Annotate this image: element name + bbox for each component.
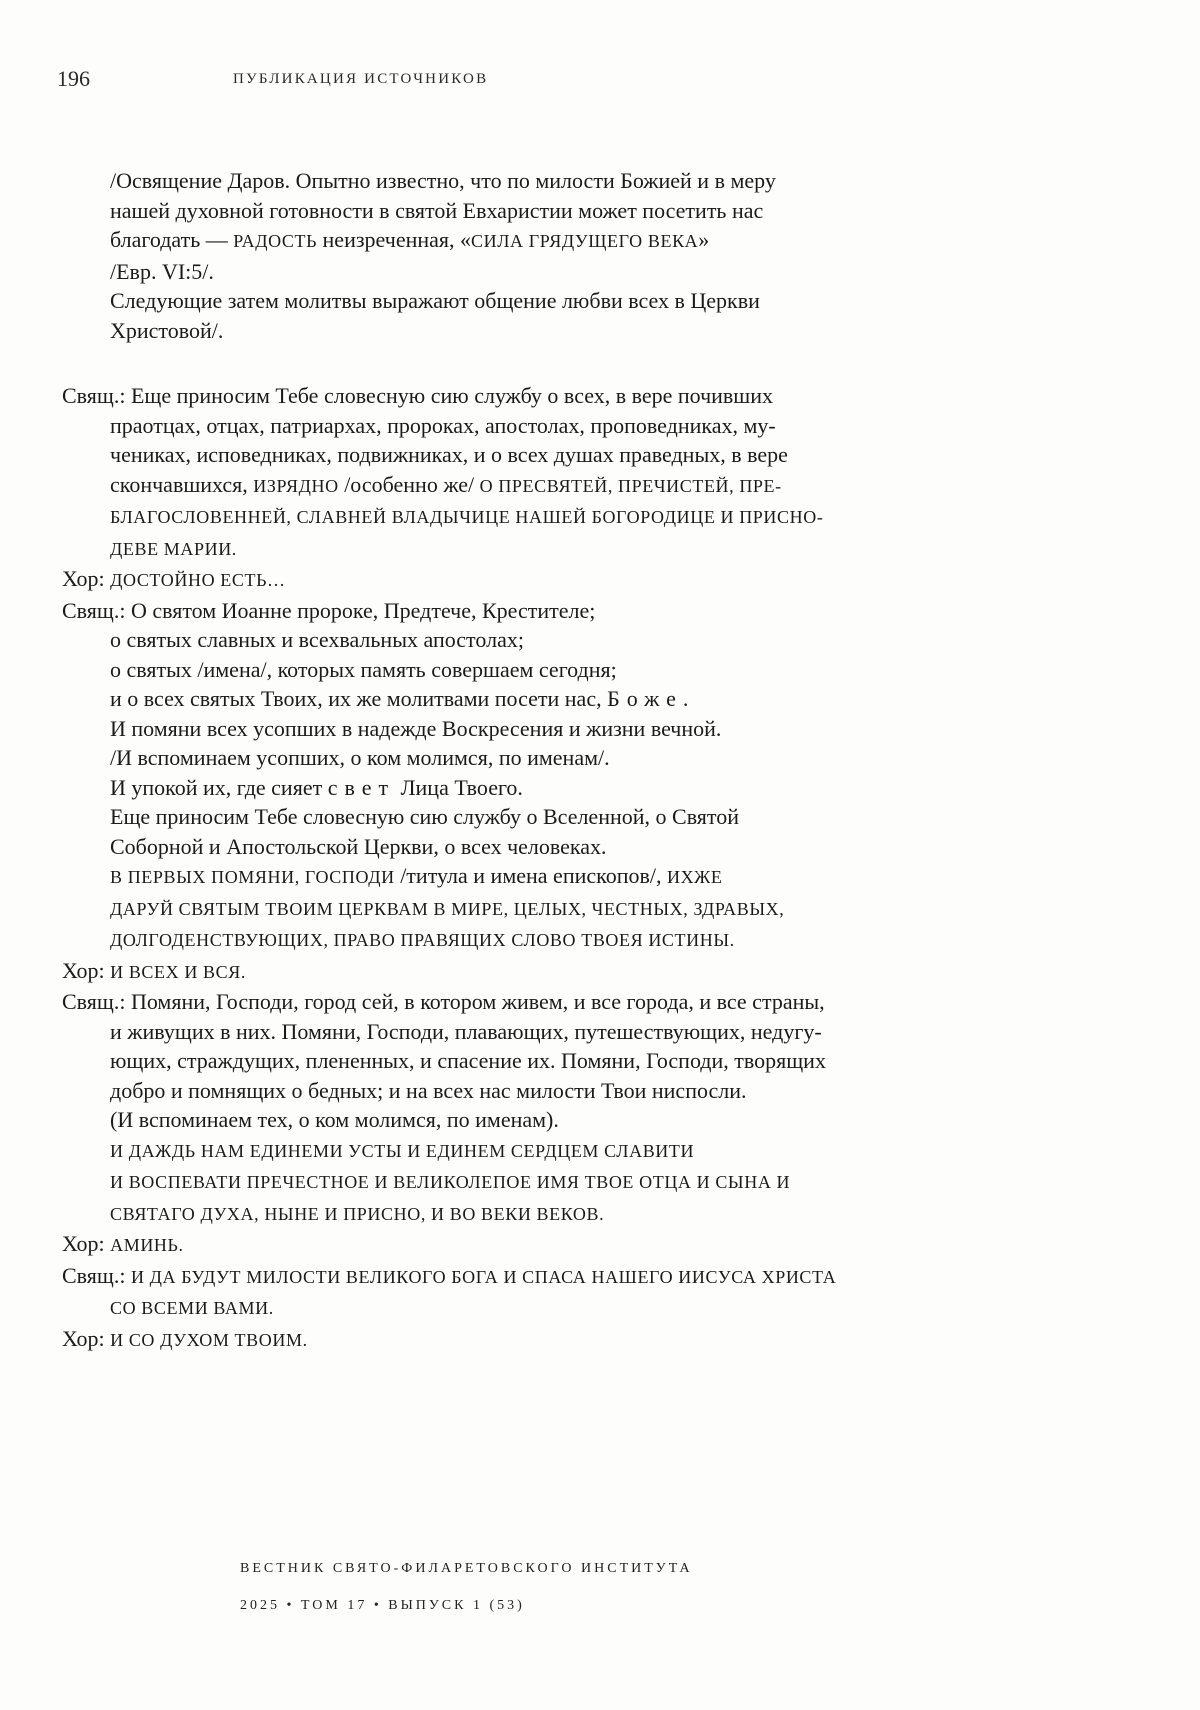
- text-line: [62, 564, 1160, 596]
- text-segment: Еще приносим Тебе словесную сию службу о Вселенной, о Святой: [110, 804, 740, 829]
- text-segment: ющих, страждущих, плененных, и спасение их. Помяни, Господи, творящих: [110, 1048, 826, 1073]
- text-segment: Хор:: [62, 566, 111, 591]
- text-line: [62, 286, 1160, 316]
- page-header: [57, 66, 1143, 96]
- small-caps-text: И ВСЕХ И ВСЯ.: [110, 961, 246, 982]
- journal-title: ВЕСТНИК СВЯТО-ФИЛАРЕТОВСКОГО ИНСТИТУТА: [240, 1561, 693, 1576]
- priest-paragraph: [62, 381, 1160, 564]
- page-footer: [240, 1550, 693, 1624]
- text-segment: добро и помнящих о бедных; и на всех нас милости Твои ниспосли.: [110, 1077, 747, 1103]
- liturgy-text-body: [62, 166, 1160, 1355]
- text-segment: Свящ.:: [62, 1262, 131, 1288]
- priest-paragraph: [62, 987, 1160, 1229]
- text-segment: (И вспоминаем тех, о ком молимся, по именам).: [110, 1107, 559, 1132]
- text-line: [62, 743, 1160, 773]
- text-line: [62, 411, 1160, 441]
- text-line: [62, 832, 1160, 862]
- text-segment: праотцах, отцах, патриархах, пророках, апостолах, проповедниках, му-: [110, 412, 776, 438]
- text-segment: /Освящение Даров. Опытно известно, что по милости Божией и в меру: [110, 168, 776, 193]
- small-caps-text: И СО ДУХОМ ТВОИМ.: [110, 1329, 308, 1350]
- text-segment: нашей духовной готовности в святой Евхаристии может посетить нас: [110, 197, 764, 223]
- text-segment: чениках, исповедниках, подвижниках, и о всех душах праведных, в вере: [110, 442, 788, 467]
- commentary-paragraph: [62, 166, 1160, 345]
- text-segment: благодать —: [110, 227, 234, 252]
- text-segment: Соборной и Апостольской Церкви, о всех человеках.: [110, 833, 607, 859]
- text-line: [62, 501, 1160, 533]
- text-line: [62, 1198, 1160, 1230]
- small-caps-text: ИХЖЕ: [666, 867, 723, 887]
- text-line: [62, 1292, 1160, 1324]
- priest-paragraph: [62, 1261, 1160, 1324]
- text-line: [62, 924, 1160, 956]
- text-line: [62, 1017, 1160, 1047]
- choir-line: [62, 1324, 1160, 1356]
- issue-info: 2025 • ТОМ 17 • ВЫПУСК 1 (53): [240, 1598, 525, 1613]
- text-line: [62, 316, 1160, 346]
- text-segment: /Евр. VI:5/.: [110, 258, 214, 284]
- text-line: [62, 987, 1160, 1017]
- text-line: [62, 1076, 1160, 1106]
- text-segment: Следующие затем молитвы выражают общение любви всех в Церкви: [110, 288, 760, 313]
- text-line: [62, 225, 1160, 257]
- text-segment: Хор:: [62, 1231, 111, 1256]
- text-segment: скончавшихся,: [110, 471, 254, 497]
- small-caps-text: И ВОСПЕВАТИ ПРЕЧЕСТНОЕ И ВЕЛИКОЛЕПОЕ ИМЯ ТВОЕ ОТЦА И СЫНА И: [110, 1172, 791, 1192]
- text-segment: Хор:: [62, 957, 111, 983]
- text-line: [62, 1046, 1160, 1076]
- text-line: [62, 381, 1160, 411]
- text-line: [62, 1324, 1160, 1356]
- text-line: [62, 714, 1160, 744]
- small-caps-text: ДОЛГОДЕНСТВУЮЩИХ, ПРАВО ПРАВЯЩИХ СЛОВО ТВОЕЯ ИСТИНЫ.: [110, 930, 735, 950]
- small-caps-text: ДОСТОЙНО ЕСТЬ…: [110, 570, 286, 590]
- text-segment: /титула и имена епископов/,: [394, 863, 667, 888]
- small-caps-text: И ДА БУДУТ МИЛОСТИ ВЕЛИКОГО БОГА И СПАСА НАШЕГО ИИСУСА ХРИСТА: [130, 1266, 837, 1287]
- letterspaced-text: свет: [327, 774, 396, 800]
- text-line: [62, 196, 1160, 226]
- text-line: [62, 1166, 1160, 1198]
- text-line: [62, 166, 1160, 196]
- small-caps-text: И ДАЖДЬ НАМ ЕДИНЕМИ УСТЫ И ЕДИНЕМ СЕРДЦЕМ СЛАВИТИ: [110, 1140, 695, 1161]
- small-caps-text: СВЯТАГО ДУХА, НЫНЕ И ПРИСНО, И ВО ВЕКИ ВЕКОВ.: [110, 1203, 605, 1224]
- text-segment: /И вспоминаем усопших, о ком молимся, по именам/.: [110, 745, 610, 770]
- text-segment: /особенно же/: [338, 471, 480, 497]
- small-caps-text: СИЛА ГРЯДУЩЕГО ВЕКА: [471, 231, 699, 251]
- choir-line: [62, 956, 1160, 988]
- text-segment: И упокой их, где сияет: [110, 774, 328, 800]
- text-line: [62, 470, 1160, 502]
- letterspaced-text: Боже.: [607, 686, 696, 711]
- choir-line: [62, 1229, 1160, 1261]
- small-caps-text: В ПЕРВЫХ ПОМЯНИ, ГОСПОДИ: [110, 867, 395, 887]
- page-number: 196: [57, 66, 90, 91]
- text-line: [62, 956, 1160, 988]
- text-segment: Христовой/.: [110, 317, 224, 343]
- text-segment: »: [698, 227, 710, 252]
- choir-line: [62, 564, 1160, 596]
- text-segment: неизреченная, «: [317, 227, 472, 252]
- text-segment: И помяни всех усопших в надежде Воскресения и жизни вечной.: [110, 715, 722, 741]
- text-segment: Хор:: [62, 1325, 111, 1351]
- small-caps-text: СО ВСЕМИ ВАМИ.: [110, 1298, 274, 1318]
- small-caps-text: ДАРУЙ СВЯТЫМ ТВОИМ ЦЕРКВАМ В МИРЕ, ЦЕЛЫХ, ЧЕСТНЫХ, ЗДРАВЫХ,: [110, 898, 785, 919]
- small-caps-text: ИЗРЯДНО: [253, 475, 339, 496]
- text-line: [62, 1229, 1160, 1261]
- text-line: [62, 257, 1160, 287]
- text-segment: и живущих в них. Помяни, Господи, плавающих, путешествующих, недугу-: [110, 1018, 822, 1044]
- text-line: [62, 802, 1160, 832]
- text-segment: Лица Твоего.: [395, 774, 523, 800]
- text-line: [62, 625, 1160, 655]
- text-line: [62, 893, 1160, 925]
- text-line: [62, 655, 1160, 685]
- text-line: [62, 596, 1160, 626]
- small-caps-text: О ПРЕСВЯТЕЙ, ПРЕЧИСТЕЙ, ПРЕ-: [479, 475, 782, 496]
- running-title: ПУБЛИКАЦИЯ ИСТОЧНИКОВ: [233, 71, 489, 87]
- priest-paragraph: [62, 596, 1160, 956]
- text-line: [62, 1105, 1160, 1135]
- text-line: [62, 1261, 1160, 1293]
- text-segment: и о всех святых Твоих, их же молитвами посети нас,: [110, 686, 608, 711]
- text-segment: Свящ.: Еще приносим Тебе словесную сию службу о всех, в вере почивших: [62, 383, 774, 408]
- text-line: [62, 861, 1160, 893]
- text-segment: Свящ.: О святом Иоанне пророке, Предтече, Крестителе;: [62, 597, 596, 623]
- text-line: [62, 533, 1160, 565]
- text-line: [62, 440, 1160, 470]
- text-line: [62, 1135, 1160, 1167]
- text-line: [62, 684, 1160, 714]
- small-caps-text: ДЕВЕ МАРИИ.: [110, 538, 237, 559]
- small-caps-text: АМИНЬ.: [110, 1235, 184, 1255]
- small-caps-text: РАДОСТЬ: [233, 231, 318, 251]
- text-segment: Свящ.: Помяни, Господи, город сей, в котором живем, и все города, и все страны,: [62, 989, 825, 1014]
- text-segment: о святых славных и всехвальных апостолах;: [110, 627, 524, 652]
- small-caps-text: БЛАГОСЛОВЕННЕЙ, СЛАВНЕЙ ВЛАДЫЧИЦЕ НАШЕЙ БОГОРОДИЦЕ И ПРИСНО-: [110, 507, 824, 527]
- text-segment: о святых /имена/, которых память совершаем сегодня;: [110, 656, 617, 682]
- text-line: [62, 773, 1160, 803]
